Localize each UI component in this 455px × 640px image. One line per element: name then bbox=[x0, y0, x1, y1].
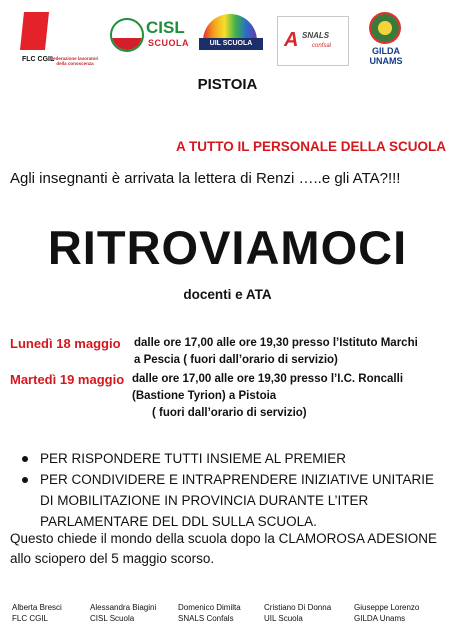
closing-paragraph: Questo chiede il mondo della scuola dopo la CLAMOROSA ADESIONE allo sciopero del 5 maggio scorso. bbox=[10, 531, 437, 566]
signature-name: Alessandra Biagini bbox=[90, 603, 157, 612]
flc-cgil-logo bbox=[22, 12, 102, 72]
gilda-logo-subtext: UNAMS bbox=[369, 56, 403, 66]
event-day: Martedì 19 maggio bbox=[10, 372, 125, 387]
addressee-heading: A TUTTO IL PERSONALE DELLA SCUOLA bbox=[175, 139, 446, 154]
flc-red-square-icon bbox=[20, 12, 49, 50]
flc-logo-subtitle: federazione lavoratori della conoscenza bbox=[51, 56, 99, 66]
city-heading: PISTOIA bbox=[197, 76, 258, 93]
gilda-unams-logo bbox=[357, 12, 415, 68]
signatures bbox=[0, 602, 455, 632]
intro-text: Agli insegnanti è arrivata la lettera di Renzi …..e gli ATA?!!! bbox=[10, 170, 401, 187]
snals-logo-text: SNALS bbox=[302, 31, 330, 40]
cisl-emblem-icon bbox=[110, 18, 144, 52]
snals-logo-subtext: confsal bbox=[312, 43, 332, 49]
event-detail-line: dalle ore 17,00 alle ore 19,30 presso l’I.C. Roncalli bbox=[132, 373, 404, 385]
event-detail-line: ( fuori dall’orario di servizio) bbox=[152, 407, 307, 419]
gilda-emblem-icon bbox=[369, 12, 401, 44]
snals-a-mark-icon: A bbox=[284, 29, 299, 51]
event-detail-line: dalle ore 17,00 alle ore 19,30 presso l’Istituto Marchi bbox=[134, 337, 418, 349]
cisl-logo-subtext: SCUOLA bbox=[148, 38, 189, 48]
bullet-icon bbox=[22, 456, 28, 462]
list-item bbox=[22, 469, 434, 490]
subheadline: docenti e ATA bbox=[183, 287, 272, 302]
union-logos bbox=[0, 8, 455, 68]
signature-name: Alberta Bresci bbox=[12, 603, 62, 612]
signature-org: FLC CGIL bbox=[12, 614, 49, 623]
event-detail-line: a Pescia ( fuori dall’orario di servizio) bbox=[134, 354, 338, 366]
signature-org: GILDA Unams bbox=[354, 614, 406, 623]
signature bbox=[178, 602, 241, 624]
uil-logo-text: UIL SCUOLA bbox=[199, 38, 263, 50]
signature-org: CISL Scuola bbox=[90, 614, 135, 623]
signature-name: Giuseppe Lorenzo bbox=[354, 603, 420, 612]
snals-confsal-logo bbox=[277, 16, 349, 66]
goals-list bbox=[22, 448, 434, 532]
list-item-continuation: PARLAMENTARE DEL DDL SULLA SCUOLA. bbox=[40, 514, 317, 529]
list-item-text: PER CONDIVIDERE E INTRAPRENDERE INIZIATIVE UNITARIE bbox=[40, 472, 435, 487]
signature bbox=[90, 602, 156, 624]
signature-name: Cristiano Di Donna bbox=[264, 603, 332, 612]
gilda-logo-text: GILDA bbox=[372, 46, 400, 56]
signature bbox=[354, 602, 419, 624]
uil-scuola-logo bbox=[197, 14, 265, 58]
bullet-icon bbox=[22, 477, 28, 483]
event-detail-line: (Bastione Tyrion) a Pistoia bbox=[132, 390, 277, 402]
event-day: Lunedì 18 maggio bbox=[10, 336, 121, 351]
list-item-text: PER RISPONDERE TUTTI INSIEME AL PREMIER bbox=[40, 451, 347, 466]
signature-name: Domenico Dimilta bbox=[178, 603, 241, 612]
signature-org: UIL Scuola bbox=[264, 614, 303, 623]
list-item-continuation: DI MOBILITAZIONE IN PROVINCIA DURANTE L’ITER bbox=[40, 493, 369, 508]
cisl-scuola-logo bbox=[110, 16, 200, 64]
list-item bbox=[22, 448, 434, 469]
cisl-logo-text: CISL bbox=[146, 18, 185, 37]
signature-org: SNALS Confals bbox=[178, 614, 234, 623]
flc-logo-name: FLC CGIL bbox=[22, 56, 55, 63]
signature bbox=[12, 602, 62, 624]
main-headline: RITROVIAMOCI bbox=[47, 221, 408, 274]
signature bbox=[264, 602, 331, 624]
